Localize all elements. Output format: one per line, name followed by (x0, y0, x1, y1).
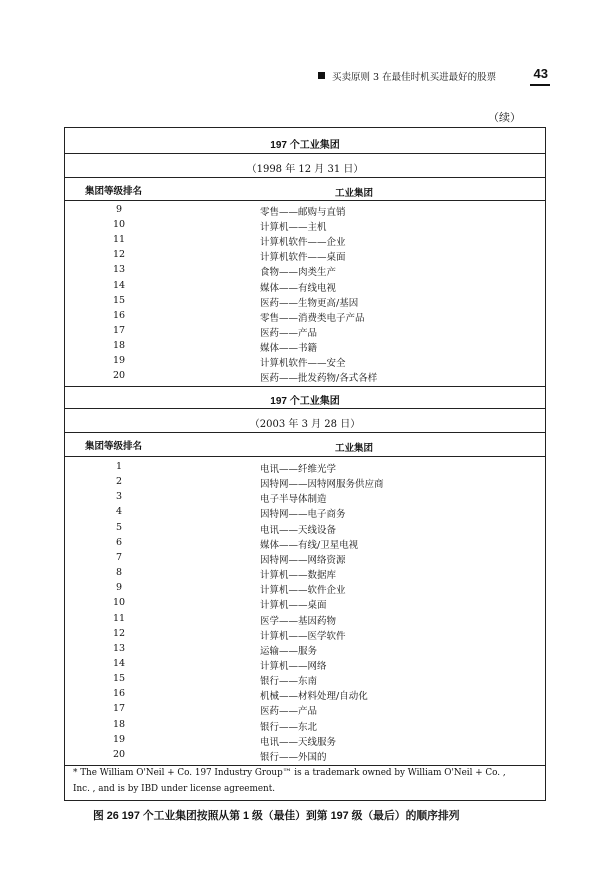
row-rank: 11 (112, 612, 126, 624)
row-group: 计算机软件——安全 (260, 358, 346, 369)
row-group: 医药——批发药物/各式各样 (260, 373, 378, 385)
row-group: 计算机——软件企业 (260, 585, 346, 597)
industry-group-table (64, 127, 546, 801)
section1-col-group: 工业集团 (335, 188, 374, 199)
row-group: 电讯——天线设备 (260, 524, 337, 536)
row-group: 银行——东北 (260, 721, 318, 733)
divider (65, 432, 545, 433)
row-rank: 16 (112, 309, 126, 321)
row-group: 计算机——网络 (260, 660, 327, 672)
row-rank: 5 (115, 521, 123, 533)
row-rank: 2 (115, 476, 123, 488)
row-rank: 15 (112, 673, 126, 685)
row-rank: 12 (112, 627, 126, 639)
row-group: 计算机——桌面 (260, 600, 327, 612)
row-group: 因特网——网络资源 (260, 554, 346, 566)
row-rank: 14 (112, 279, 126, 291)
row-group: 医学——基因药物 (260, 615, 337, 627)
row-group: 电讯——天线服务 (260, 736, 337, 748)
section2-title: 197 个工业集团 (270, 396, 340, 407)
row-group: 计算机——医学软件 (260, 630, 346, 642)
row-rank: 18 (112, 718, 126, 730)
row-group: 医药——产品 (260, 706, 318, 718)
divider (65, 408, 545, 409)
row-group: 媒体——有线电视 (260, 282, 337, 294)
row-group: 零售——消费类电子产品 (260, 312, 365, 324)
row-group: 银行——东南 (260, 676, 318, 688)
row-rank: 3 (115, 491, 123, 503)
divider (65, 456, 545, 457)
header-bullet (318, 72, 325, 79)
row-rank: 9 (115, 204, 123, 215)
divider (65, 200, 545, 201)
row-rank: 20 (112, 748, 126, 760)
row-rank: 20 (112, 370, 126, 382)
footnote-line-1: * The William O'Neil + Co. 197 Industry Group™ is a trademark owned by William O'Neil + Co. , (73, 768, 506, 778)
row-group: 银行——外国的 (260, 751, 327, 763)
row-rank: 16 (112, 688, 126, 700)
row-group: 计算机软件——企业 (260, 237, 346, 249)
row-rank: 19 (112, 733, 126, 745)
row-group: 媒体——书籍 (260, 342, 318, 354)
row-group: 医药——产品 (260, 327, 318, 339)
row-rank: 15 (112, 294, 126, 306)
header-rule (530, 84, 550, 86)
row-rank: 9 (115, 582, 123, 594)
section2-col-rank: 集团等级排名 (85, 441, 143, 452)
row-group: 因特网——电子商务 (260, 509, 346, 521)
section2-date: （2003 年 3 月 28 日） (249, 419, 361, 430)
divider (65, 153, 545, 154)
row-group: 计算机软件——桌面 (260, 252, 346, 264)
row-group: 计算机——主机 (260, 222, 327, 234)
row-rank: 1 (115, 461, 123, 472)
row-rank: 13 (112, 642, 126, 654)
row-group: 机械——材料处理/自动化 (260, 691, 368, 703)
row-group: 计算机——数据库 (260, 570, 337, 582)
row-rank: 17 (112, 324, 126, 336)
footnote-line-2: Inc. , and is by IBD under license agreement. (73, 784, 276, 794)
row-group: 零售——邮购与直销 (260, 207, 346, 218)
divider (65, 386, 545, 387)
row-group: 电讯——纤维光学 (260, 464, 337, 475)
section1-col-rank: 集团等级排名 (85, 186, 143, 197)
row-rank: 14 (112, 657, 126, 669)
row-rank: 11 (112, 234, 126, 246)
page-number: 43 (533, 66, 548, 81)
row-group: 媒体——有线/卫星电视 (260, 539, 359, 551)
continued-label: （续） (488, 111, 521, 124)
row-group: 医药——生物更高/基因 (260, 297, 359, 309)
row-rank: 18 (112, 339, 126, 351)
row-rank: 10 (112, 219, 126, 231)
section1-title: 197 个工业集团 (270, 140, 340, 151)
row-rank: 4 (115, 506, 123, 518)
row-rank: 12 (112, 249, 126, 261)
row-group: 运输——服务 (260, 645, 318, 657)
section2-col-group: 工业集团 (335, 443, 374, 454)
running-title: 买卖原则 3 在最佳时机买进最好的股票 (332, 72, 497, 83)
row-group: 因特网——因特网服务供应商 (260, 479, 384, 491)
page-header (318, 68, 550, 86)
row-group: 电子半导体制造 (260, 494, 327, 506)
row-rank: 7 (115, 551, 123, 563)
divider (65, 177, 545, 178)
row-rank: 17 (112, 703, 126, 715)
row-rank: 10 (112, 597, 126, 609)
row-rank: 13 (112, 264, 126, 276)
section1-date: （1998 年 12 月 31 日） (246, 164, 364, 175)
figure-caption: 图 26 197 个工业集团按照从第 1 级（最佳）到第 197 级（最后）的顺序排列 (93, 810, 460, 822)
row-group: 食物——肉类生产 (260, 267, 337, 279)
row-rank: 19 (112, 355, 126, 366)
row-rank: 6 (115, 536, 123, 548)
divider (65, 765, 545, 766)
row-rank: 8 (115, 567, 123, 579)
